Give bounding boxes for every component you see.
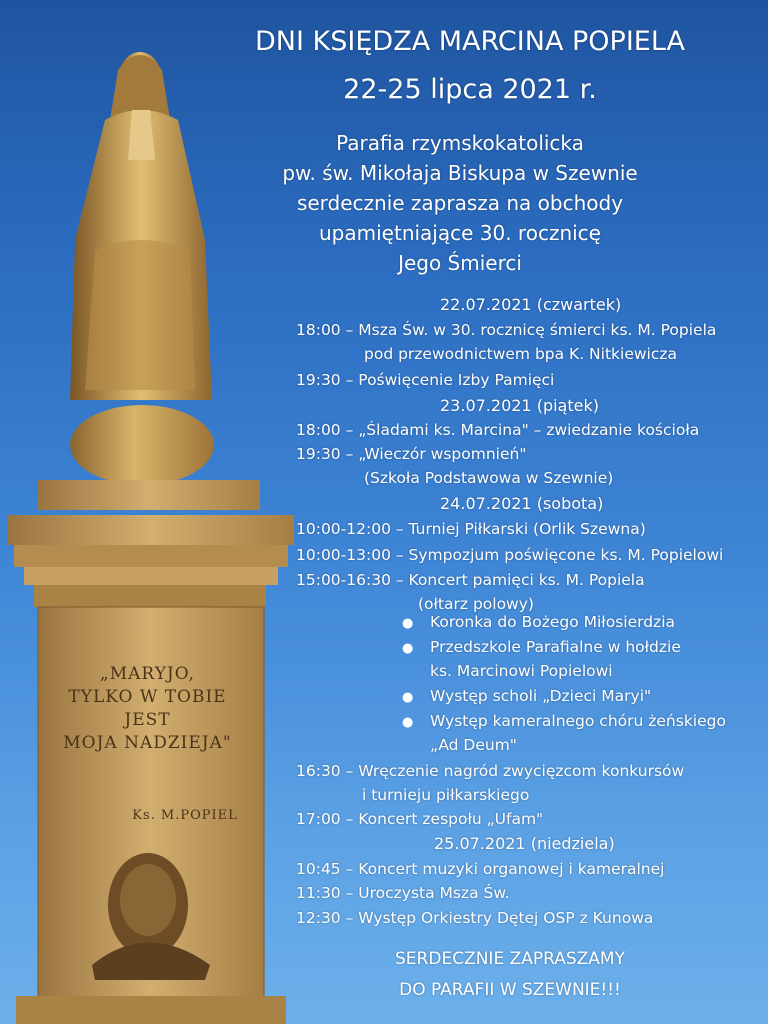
event-item: 17:00 – Koncert zespołu „Ufam" xyxy=(296,810,544,828)
program-bullet-item: Koronka do Bożego Miłosierdzia xyxy=(430,613,675,631)
event-item: 15:00-16:30 – Koncert pamięci ks. M. Popiela xyxy=(296,571,645,589)
event-item: 10:00-12:00 – Turniej Piłkarski (Orlik Szewna) xyxy=(296,520,646,538)
day-heading: 24.07.2021 (sobota) xyxy=(440,494,604,513)
globe xyxy=(70,405,214,485)
bullet-dot: ● xyxy=(402,690,414,705)
date-range-title: 22-25 lipca 2021 r. xyxy=(343,74,597,105)
bullet-dot: ● xyxy=(402,641,414,656)
closing-line: SERDECZNIE ZAPRASZAMY xyxy=(395,949,625,969)
intro-line: serdecznie zaprasza na obchody xyxy=(296,191,624,215)
plaque-line: „MARYJO, xyxy=(99,664,196,684)
program-bullet-item-continued: „Ad Deum" xyxy=(430,736,517,754)
event-item: 19:30 – Poświęcenie Izby Pamięci xyxy=(296,371,555,389)
bullet-dot: ● xyxy=(402,715,414,730)
intro-line: Jego Śmierci xyxy=(398,251,522,275)
event-item-continued: (ołtarz polowy) xyxy=(418,595,534,613)
plaque-line: JEST xyxy=(124,710,171,730)
program-bullet-item: Występ scholi „Dzieci Maryi" xyxy=(430,687,652,705)
plaque-signature: Ks. M.POPIEL xyxy=(132,808,238,823)
event-item-continued: (Szkoła Podstawowa w Szewnie) xyxy=(364,469,614,487)
day-heading: 25.07.2021 (niedziela) xyxy=(434,834,615,853)
plaque-line: MOJA NADZIEJA" xyxy=(63,733,232,753)
event-item: 18:00 – Msza Św. w 30. rocznicę śmierci ks. M. Popiela xyxy=(296,321,717,339)
event-item: 16:30 – Wręczenie nagród zwycięzcom konkursów xyxy=(296,762,685,780)
program-bullet-item-continued: ks. Marcinowi Popielowi xyxy=(430,662,613,680)
closing-invitation xyxy=(300,944,720,1006)
event-item: 19:30 – „Wieczór wspomnień" xyxy=(296,445,527,463)
event-item-continued: pod przewodnictwem bpa K. Nitkiewicza xyxy=(364,345,677,363)
program-bullet-item: Występ kameralnego chóru żeńskiego xyxy=(430,712,726,730)
closing-line: DO PARAFII W SZEWNIE!!! xyxy=(399,980,621,1000)
event-item: 10:45 – Koncert muzyki organowej i kameralnej xyxy=(296,860,665,878)
intro-text xyxy=(280,128,640,278)
event-item: 11:30 – Uroczysta Msza Św. xyxy=(296,884,510,902)
intro-line: upamiętniające 30. rocznicę xyxy=(319,221,601,245)
intro-line: pw. św. Mikołaja Biskupa w Szewnie xyxy=(282,161,638,185)
event-item: 18:00 – „Śladami ks. Marcina" – zwiedzanie kościoła xyxy=(296,421,700,439)
day-heading: 22.07.2021 (czwartek) xyxy=(440,295,622,314)
event-item: 10:00-13:00 – Sympozjum poświęcone ks. M. Popielowi xyxy=(296,546,724,564)
statue-image xyxy=(0,0,310,1024)
event-item-continued: i turnieju piłkarskiego xyxy=(362,786,530,804)
event-item: 12:30 – Występ Orkiestry Dętej OSP z Kunowa xyxy=(296,909,654,927)
intro-line: Parafia rzymskokatolicka xyxy=(336,131,584,155)
plaque-line: TYLKO W TOBIE xyxy=(68,687,227,707)
bullet-dot: ● xyxy=(402,616,414,631)
page-title: DNI KSIĘDZA MARCINA POPIELA xyxy=(255,26,685,57)
day-heading: 23.07.2021 (piątek) xyxy=(440,396,599,415)
program-bullet-item: Przedszkole Parafialne w hołdzie xyxy=(430,638,681,656)
plaque-inscription xyxy=(40,663,255,755)
